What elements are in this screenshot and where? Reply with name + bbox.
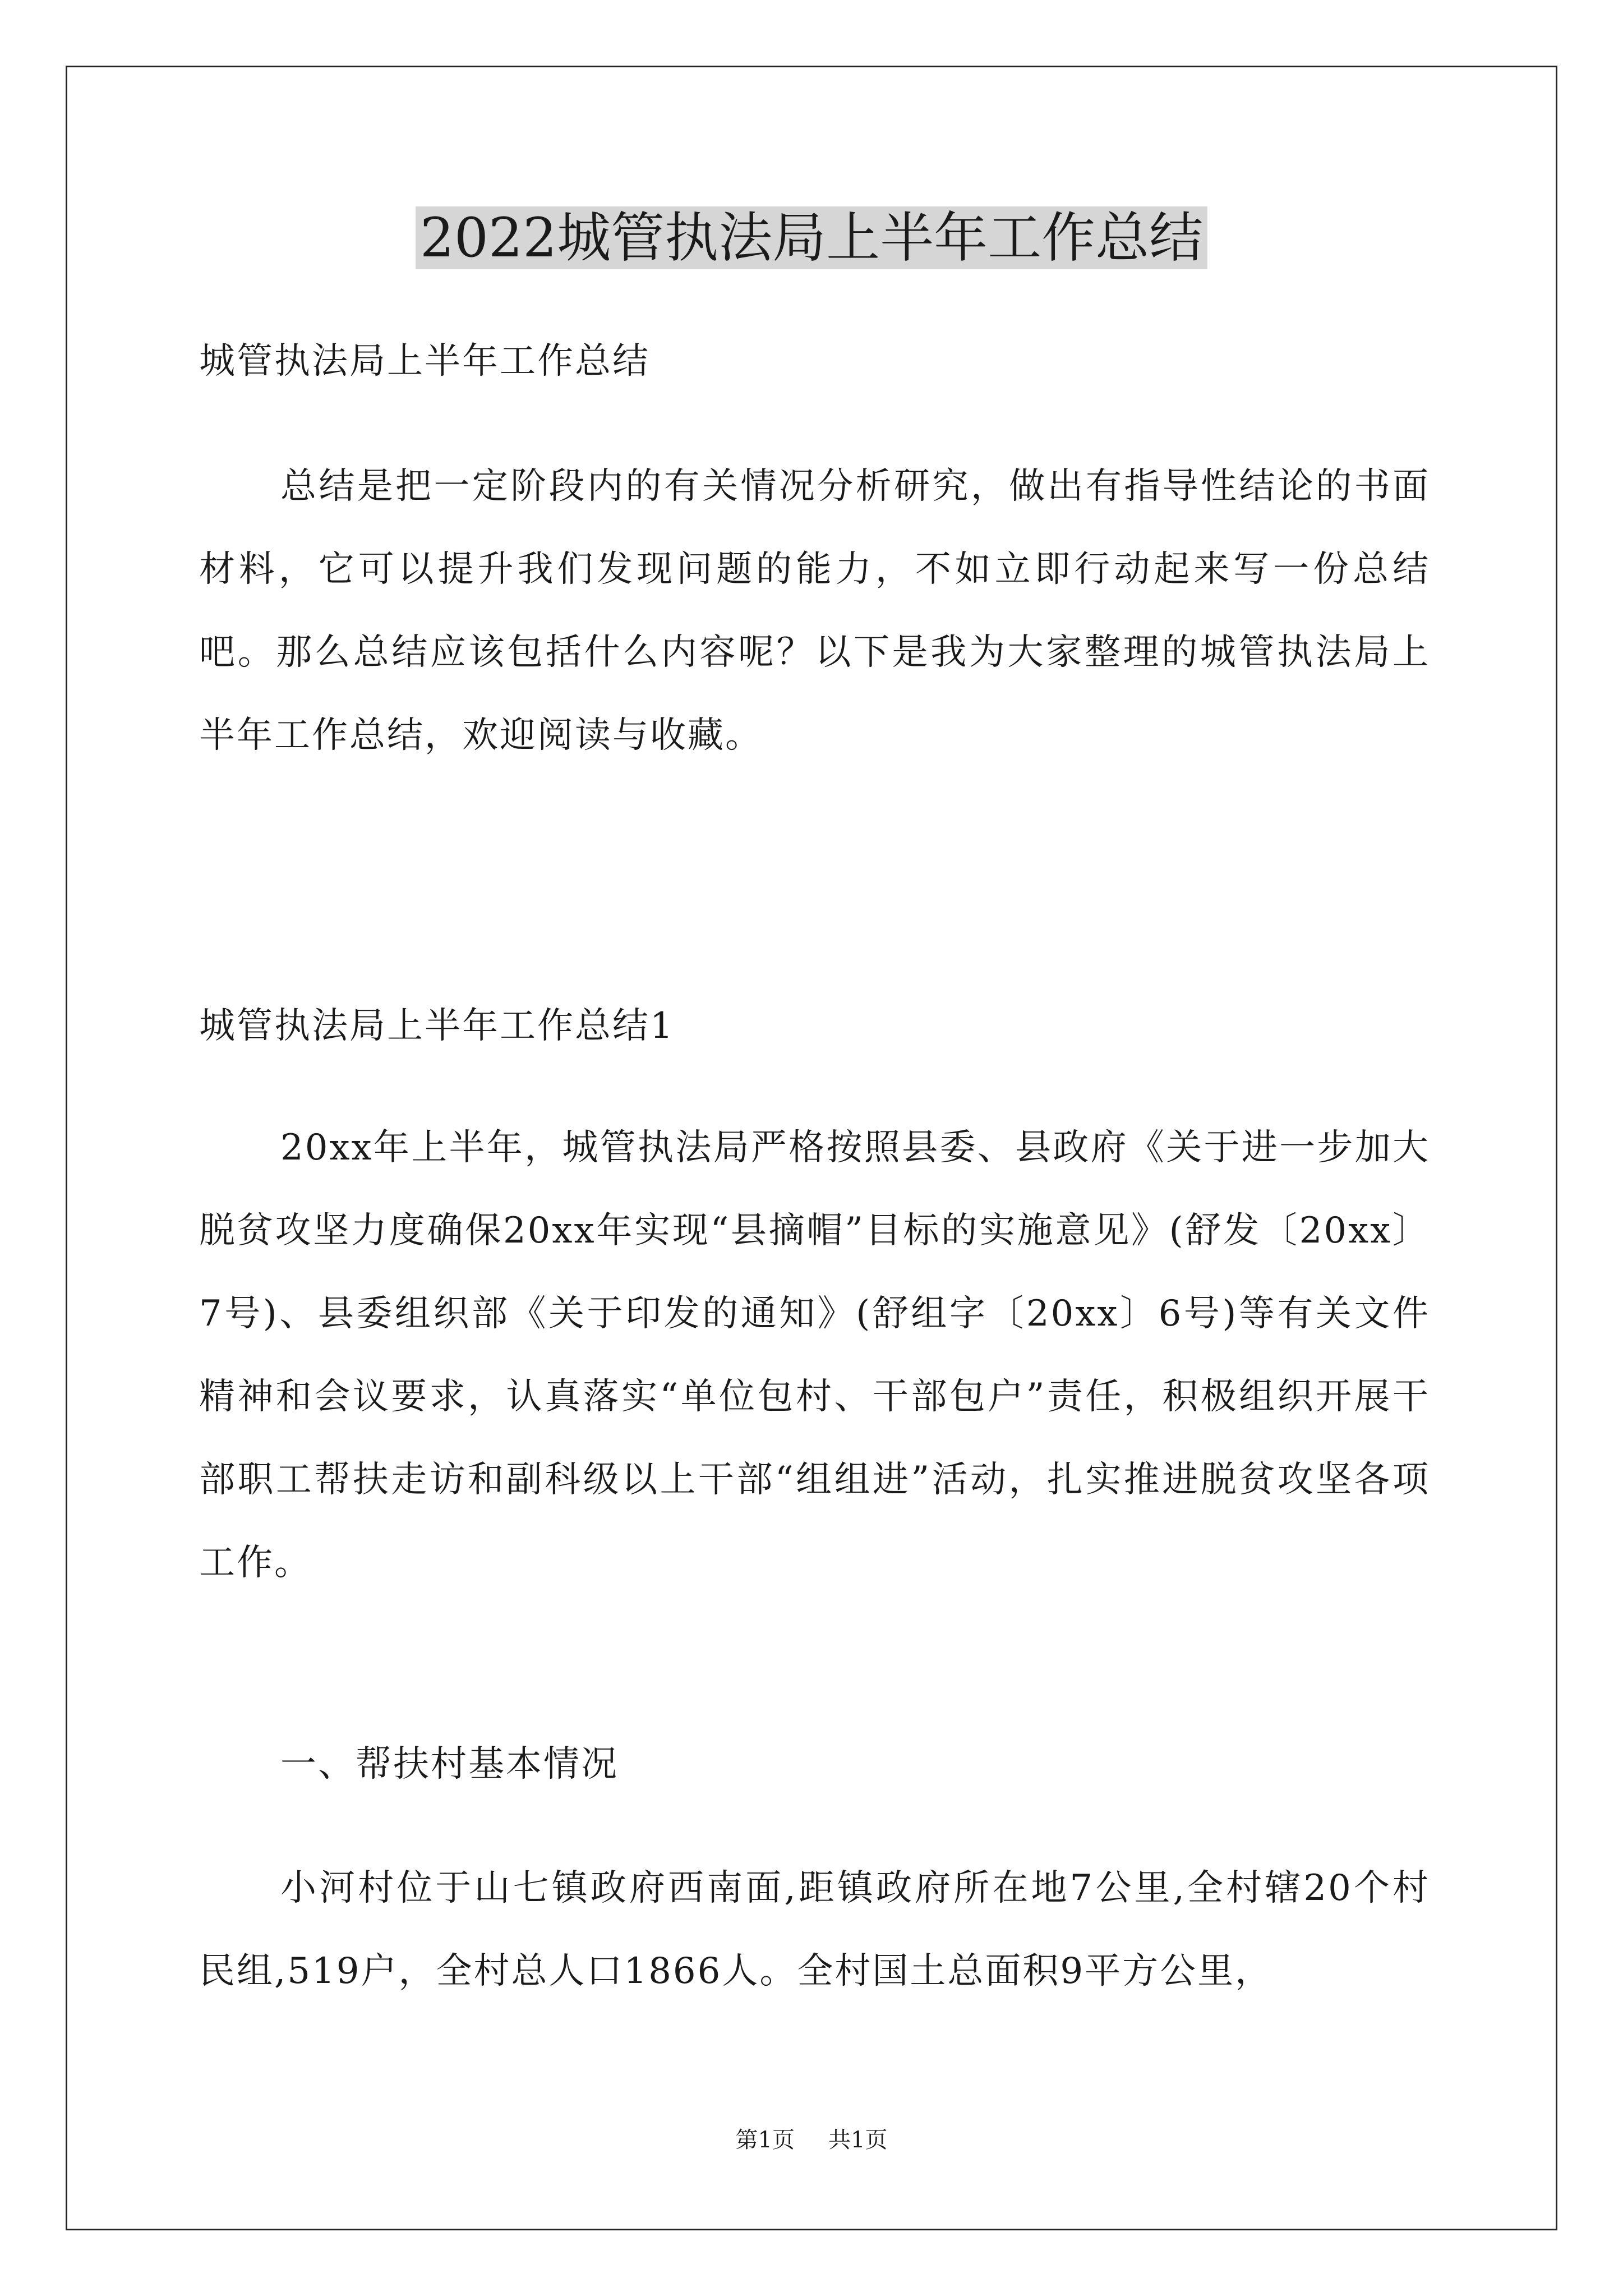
page-footer (0, 2123, 1623, 2157)
document-title-text: 2022城管执法局上半年工作总结 (416, 206, 1207, 269)
page-count: 共1页 (828, 2127, 888, 2153)
intro-paragraph: 总结是把一定阶段内的有关情况分析研究，做出有指导性结论的书面材料，它可以提升我们发现问题的能力，不如立即行动起来写一份总结吧。那么总结应该包括什么内容呢？以下是我为大家整理的城管执法局上半年工作总结，欢迎阅读与收藏。 (199, 466, 1430, 756)
subheading: 一、帮扶村基本情况 (280, 1743, 619, 1785)
section-heading: 城管执法局上半年工作总结1 (199, 1005, 675, 1047)
body-paragraph: 20xx年上半年，城管执法局严格按照县委、县政府《关于进一步加大脱贫攻坚力度确保20xx年实现“县摘帽”目标的实施意见》(舒发〔20xx〕7号)、县委组织部《关于印发的通知》(舒组字〔20xx〕6号)等有关文件精神和会议要求，认真落实“单位包村、干部包户”责任，积极组织开展干部职工帮扶走访和副科级以上干部“组组进”活动，扎实推进脱贫攻坚各项工作。 (199, 1127, 1430, 1584)
page-number: 第1页 (735, 2127, 795, 2153)
document-subtitle: 城管执法局上半年工作总结 (199, 341, 650, 382)
body-paragraph: 小河村位于山七镇政府西南面,距镇政府所在地7公里,全村辖20个村民组,519户，全村总人口1866人。全村国土总面积9平方公里， (199, 1867, 1430, 1992)
document-title (0, 202, 1623, 274)
